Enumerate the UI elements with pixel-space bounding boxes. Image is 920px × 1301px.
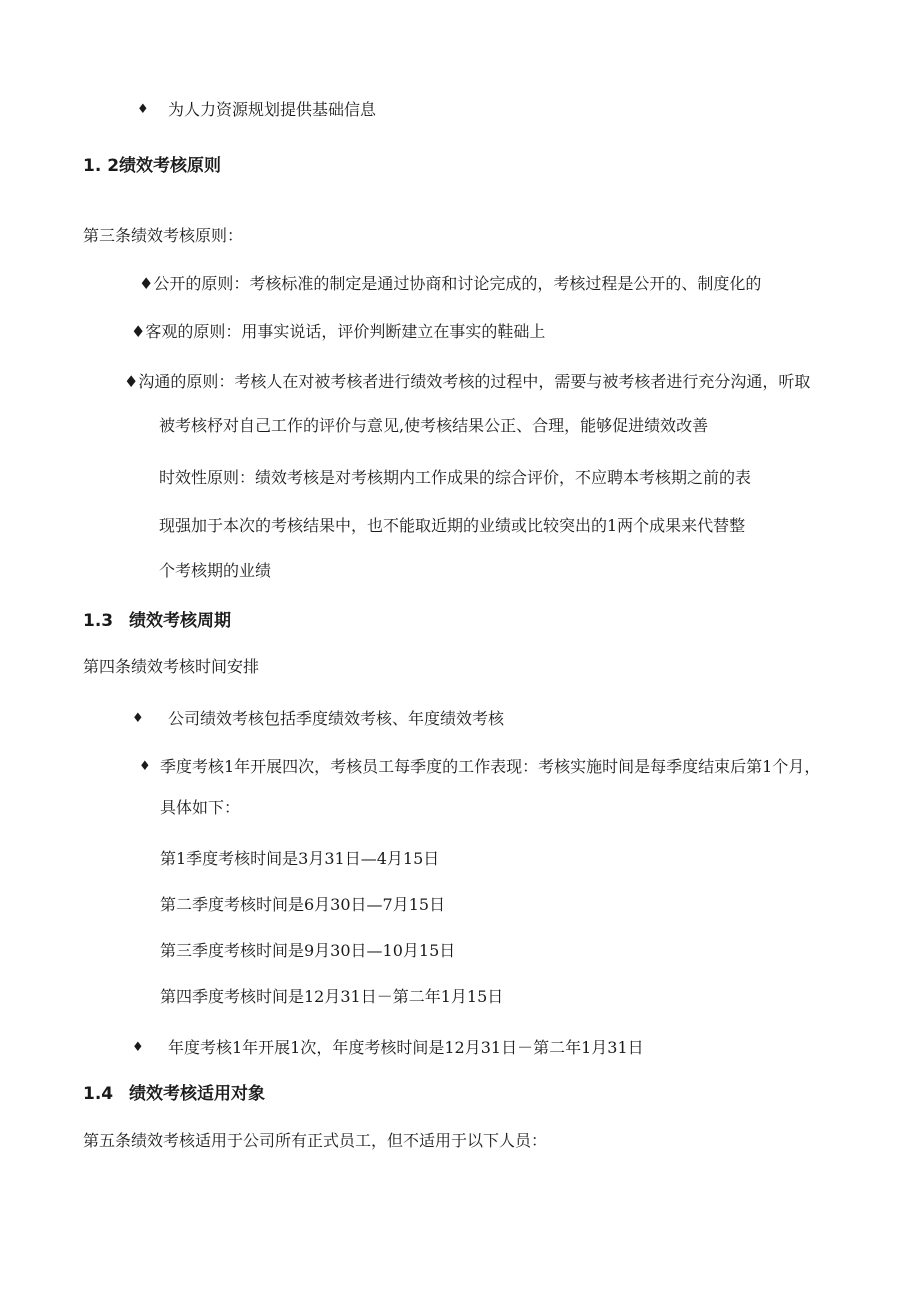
- principle-timeliness-line1: 时效性原则：绩效考核是对考核期内工作成果的综合评价，不应聘本考核期之前的表: [159, 468, 752, 487]
- principle-open: ♦公开的原则：考核标准的制定是通过协商和讨论完成的，考核过程是公开的、制度化的: [139, 274, 762, 293]
- article-4-title: 第四条绩效考核时间安排: [83, 657, 260, 676]
- quarter-2-schedule: 第二季度考核时间是6月30日—7月15日: [160, 895, 446, 914]
- article-5-text: 第五条绩效考核适用于公司所有正式员工，但不适用于以下人员：: [83, 1131, 548, 1150]
- cycle-item-quarterly-line2: 具体如下：: [160, 798, 241, 817]
- section-heading-1-3-title: 绩效考核周期: [129, 611, 231, 631]
- bullet-icon: ♦: [132, 711, 144, 726]
- cycle-item-quarterly-line1: 季度考核1年开展四次，考核员工每季度的工作表现：考核实施时间是每季度结束后第1个月，: [160, 757, 821, 776]
- article-3-title: 第三条绩效考核原则：: [83, 226, 244, 245]
- cycle-item-annual: 年度考核1年开展1次，年度考核时间是12月31日－第二年1月31日: [168, 1038, 644, 1057]
- bullet-icon: ♦: [137, 102, 149, 117]
- principle-communication-line2: 被考核杼对自己工作的评价与意见,使考核结果公正、合理，能够促进绩效改善: [159, 416, 709, 435]
- section-heading-1-3-number: 1.3: [83, 611, 114, 631]
- principle-objective: ♦客观的原则：用事实说话，评价判断建立在事实的鞋础上: [131, 322, 546, 341]
- section-heading-1-4-title: 绩效考核适用对象: [129, 1084, 265, 1104]
- bullet-item-hr-planning: 为人力资源规划提供基础信息: [168, 100, 377, 119]
- section-heading-1-2: 1. 2绩效考核原则: [83, 156, 222, 176]
- section-heading-1-4-number: 1.4: [83, 1084, 114, 1104]
- cycle-item-overview: 公司绩效考核包括季度绩效考核、年度绩效考核: [168, 709, 505, 728]
- principle-timeliness-line3: 个考核期的业绩: [159, 561, 272, 580]
- quarter-3-schedule: 第三季度考核时间是9月30日—10月15日: [160, 941, 456, 960]
- quarter-1-schedule: 第1季度考核时间是3月31日—4月15日: [160, 849, 440, 868]
- bullet-icon: ♦: [139, 759, 151, 774]
- bullet-icon: ♦: [132, 1040, 144, 1055]
- quarter-4-schedule: 第四季度考核时间是12月31日－第二年1月15日: [160, 987, 504, 1006]
- principle-timeliness-line2: 现强加于本次的考核结果中，也不能取近期的业绩或比较突出的1两个成果来代替整: [159, 516, 746, 535]
- principle-communication-line1: ♦沟通的原则：考核人在对被考核者进行绩效考核的过程中，需要与被考核者进行充分沟通，听取: [124, 372, 811, 391]
